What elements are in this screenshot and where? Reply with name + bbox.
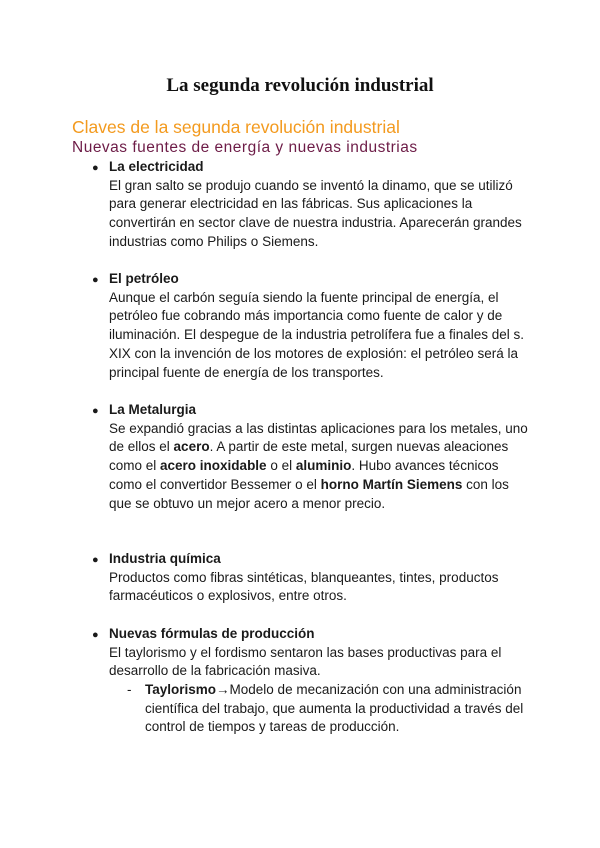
item-text: Se expandió gracias a las distintas aplicaciones para los metales, uno de ellos el acero. A partir de este metal, surgen nuevas aleaciones como el acero inoxidable o el aluminio. Hubo avances técnicos como el convertidor Bessemer o el horno Martín Siemens con los que se obtuvo un mejor acero a menor precio. [109,420,528,511]
subsection-heading: Nuevas fuentes de energía y nuevas industrias [72,139,418,156]
bold-term: aluminio [295,458,352,474]
bullet-icon: ● [92,554,99,566]
list-item-electricidad [92,158,532,252]
item-text: El taylorismo y el fordismo sentaron las bases productivas para el desarrollo de la fabricación masiva. [109,644,502,679]
item-title: Nuevas fórmulas de producción [109,626,315,641]
sub-item-text: Taylorismo→Modelo de mecanización con una administración científica del trabajo, que aumenta la productividad a través del control de tiempos y tareas de producción. [145,682,524,735]
item-title: El petróleo [109,271,179,286]
list-item-quimica [92,550,532,606]
bold-term: acero inoxidable [160,458,267,474]
list-item-metalurgia [92,401,532,513]
section-heading: Claves de la segunda revolución industrial [72,117,400,137]
item-title: La Metalurgia [109,402,197,417]
list-item-produccion [92,625,532,681]
bold-term: horno Martín Siemens [320,476,463,492]
bullet-icon: ● [92,274,99,286]
bold-term: acero [173,439,210,455]
bullet-icon: ● [92,629,99,641]
list-item-petroleo [92,270,532,382]
item-text: Productos como fibras sintéticas, blanqueantes, tintes, productos farmacéuticos o explosivos, entre otros. [109,569,499,604]
sub-list-item-taylorismo [127,681,527,737]
document-title: La segunda revolución industrial [166,75,434,96]
item-title: La electricidad [109,159,204,174]
bullet-icon: ● [92,405,99,417]
item-text: El gran salto se produjo cuando se inventó la dinamo, que se utilizó para generar electricidad en las fábricas. Sus aplicaciones la convertirán en sector clave de nuestra industria. Aparecerán grandes industrias como Philips o Siemens. [109,177,522,249]
dash-marker: - [127,682,132,697]
item-title: Industria química [109,551,221,566]
bold-term: Taylorismo [145,682,217,697]
item-text: Aunque el carbón seguía siendo la fuente principal de energía, el petróleo fue cobrando más importancia como fuente de calor y de iluminación. El despegue de la industria petrolífera fue a finales del s. XIX con la invención de los motores de explosión: el petróleo será la principal fuente de energía de los transportes. [109,289,524,380]
bullet-icon: ● [92,162,99,174]
arrow-icon: → [216,682,230,697]
